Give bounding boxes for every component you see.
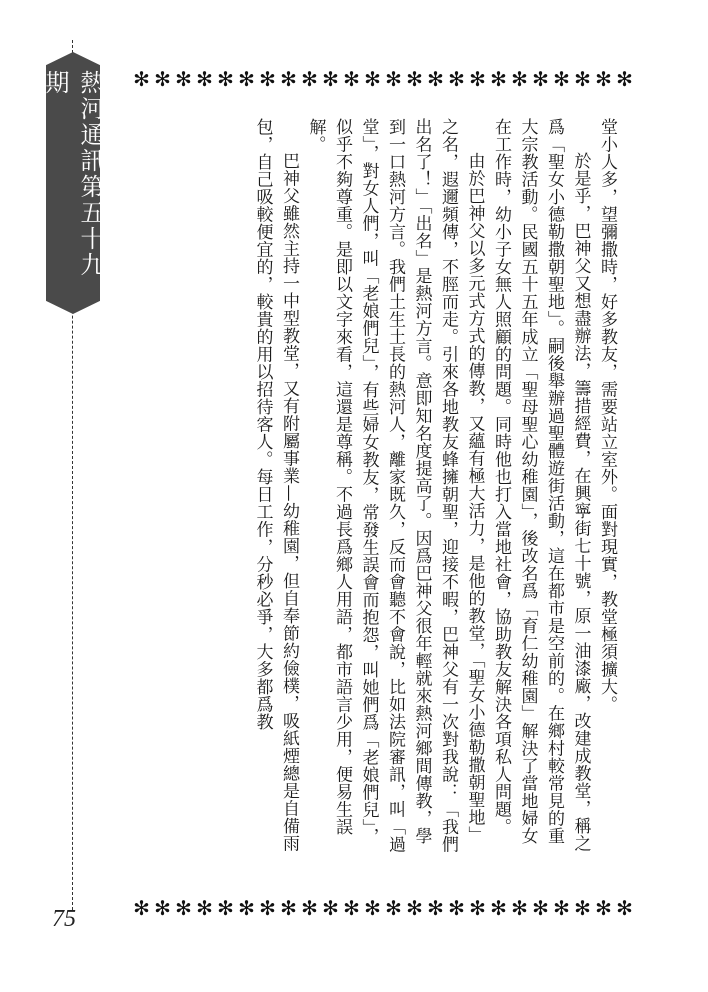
ornament-star-icon: ✻	[322, 68, 339, 90]
ornament-star-icon: ✻	[553, 897, 570, 919]
ornament-star-icon: ✻	[196, 68, 213, 90]
paragraph-1: 堂小人多，望彌撒時，好多教友，需要站立室外。面對現實，教堂極須擴大。	[597, 118, 617, 713]
ornament-star-icon: ✻	[532, 897, 549, 919]
ornament-star-icon: ✻	[574, 68, 591, 90]
ornament-star-icon: ✻	[238, 68, 255, 90]
ornament-star-icon: ✻	[490, 68, 507, 90]
ornament-star-icon: ✻	[406, 897, 423, 919]
ornament-star-icon: ✻	[280, 68, 297, 90]
ornament-star-icon: ✻	[385, 68, 402, 90]
ornament-star-icon: ✻	[301, 897, 318, 919]
paragraph-2: 於是乎，巴神父又想盡辦法，籌措經費，在興寧街七十號，原一油漆廠，改建成教堂，稱之爲「聖女小德勒撒朝聖地」。嗣後舉辦過聖體遊街活動，這在都市是空前的。在鄉村較常見的重大宗教活動。民國五十五年成立「聖母聖心幼稚園」，後改名爲「育仁幼稚園」解決了當地婦女在工作時，幼小子女無人照顧的問題。同時他也打入當地社會，協助教友解決各項私人問題。	[491, 118, 591, 852]
ornament-star-icon: ✻	[448, 897, 465, 919]
ornament-star-icon: ✻	[385, 897, 402, 919]
ornament-star-icon: ✻	[280, 897, 297, 919]
page-number: 75	[52, 906, 76, 932]
ornament-star-icon: ✻	[616, 897, 633, 919]
ornament-star-icon: ✻	[469, 68, 486, 90]
ornament-star-icon: ✻	[511, 897, 528, 919]
ornament-star-icon: ✻	[469, 897, 486, 919]
ornament-star-icon: ✻	[511, 68, 528, 90]
ornament-star-icon: ✻	[217, 897, 234, 919]
ornament-star-icon: ✻	[301, 68, 318, 90]
ornament-star-icon: ✻	[553, 68, 570, 90]
ornament-star-icon: ✻	[238, 897, 255, 919]
ornament-star-icon: ✻	[154, 897, 171, 919]
bottom-ornament-row	[132, 897, 634, 919]
ornament-star-icon: ✻	[175, 897, 192, 919]
body-text	[150, 118, 620, 858]
ornament-star-icon: ✻	[448, 68, 465, 90]
ornament-star-icon: ✻	[616, 68, 633, 90]
ornament-star-icon: ✻	[343, 68, 360, 90]
ornament-star-icon: ✻	[259, 68, 276, 90]
ornament-star-icon: ✻	[133, 68, 150, 90]
ornament-star-icon: ✻	[322, 897, 339, 919]
ornament-star-icon: ✻	[196, 897, 213, 919]
ornament-star-icon: ✻	[574, 897, 591, 919]
section-title: 熱河通訊第五十九期	[41, 70, 104, 278]
ornament-star-icon: ✻	[427, 897, 444, 919]
paragraph-3: 由於巴神父以多元式方式的傳教，又蘊有極大活力，是他的教堂，「聖女小德勒撒朝聖地」之名，遐邇頻傳，不脛而走。引來各地教友蜂擁朝聖，迎接不暇，巴神父有一次對我說：「我們出名了！」「出名」是熱河方言。意即知名度提高了。因爲巴神父很年輕就來熱河鄉間傳教，學到一口熱河方言。我們土生土長的熱河人，離家既久，反而會聽不會說，比如法院審訊，叫「過堂」，對女人們，叫「老娘們兒」，有些婦女教友，常發生誤會而抱怨，叫她們爲「老娘們兒」，似乎不夠尊重。是即以文字來看，這還是尊稱。不過長爲鄉人用語，都市語言少用，便易生誤解。	[305, 118, 485, 853]
ornament-star-icon: ✻	[595, 897, 612, 919]
ornament-star-icon: ✻	[133, 897, 150, 919]
ornament-star-icon: ✻	[364, 897, 381, 919]
ornament-star-icon: ✻	[490, 897, 507, 919]
ornament-star-icon: ✻	[343, 897, 360, 919]
paragraph-4: 巴神父雖然主持一中型教堂，又有附屬事業—幼稚園，但自奉節約儉樸，吸紙煙總是自備雨包，自己吸較便宜的，較貴的用以招待客人。每日工作，分秒必爭，大多都爲教	[252, 118, 299, 852]
ornament-star-icon: ✻	[595, 68, 612, 90]
ornament-star-icon: ✻	[259, 897, 276, 919]
ornament-star-icon: ✻	[532, 68, 549, 90]
ornament-star-icon: ✻	[154, 68, 171, 90]
ornament-star-icon: ✻	[175, 68, 192, 90]
ornament-star-icon: ✻	[364, 68, 381, 90]
ornament-star-icon: ✻	[217, 68, 234, 90]
ornament-star-icon: ✻	[406, 68, 423, 90]
top-ornament-row	[132, 68, 634, 90]
ornament-star-icon: ✻	[427, 68, 444, 90]
